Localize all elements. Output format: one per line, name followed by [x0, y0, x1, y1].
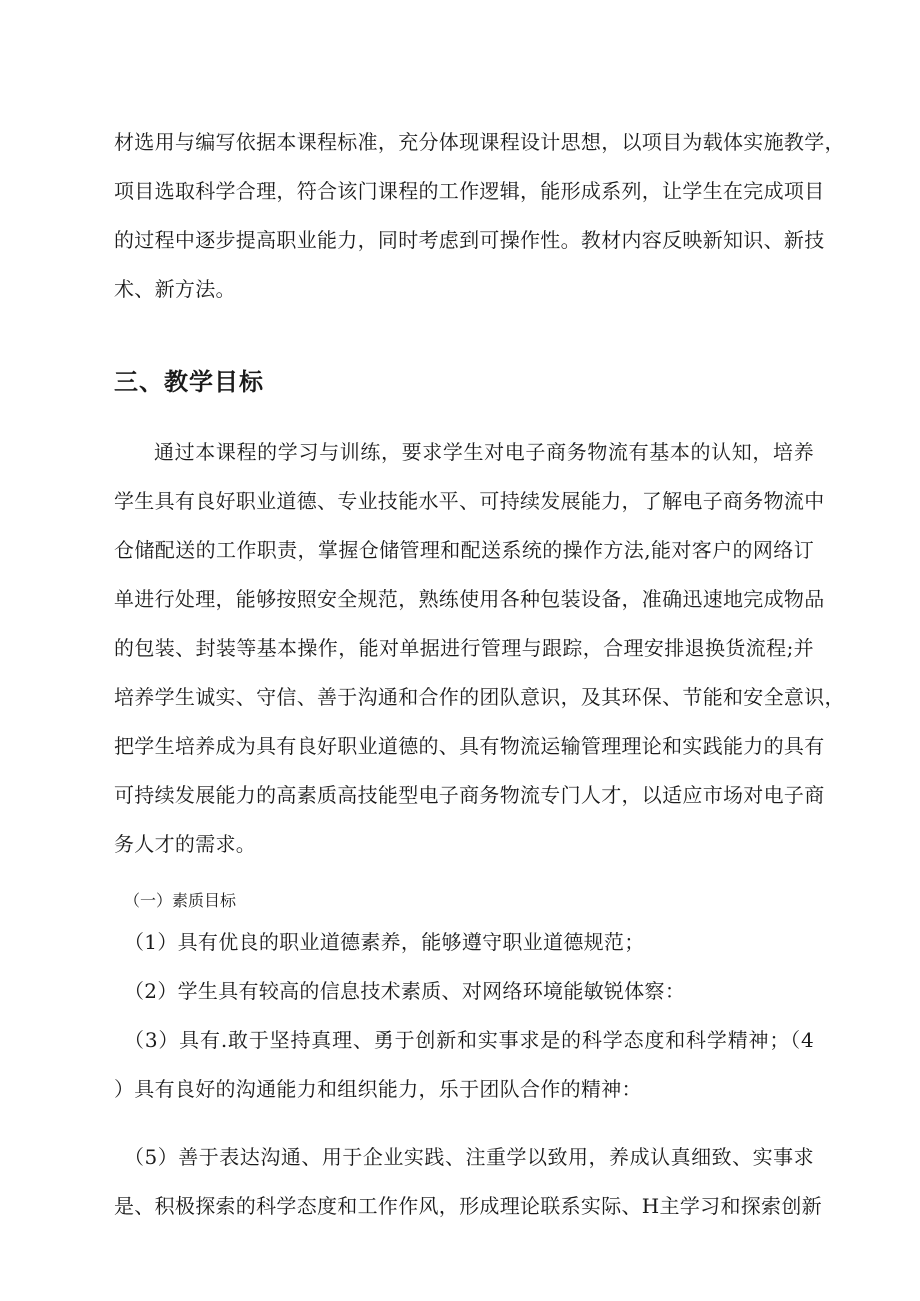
- intro-line-2: 项目选取科学合理，符合该门课程的工作逻辑，能形成系列，让学生在完成项目: [114, 179, 825, 203]
- quality-item-2: （2）学生具有较高的信息技术素质、对网络环境能敏锐体察：: [124, 979, 686, 1003]
- goal-paragraph-line-2: 学生具有良好职业道德、专业技能水平、可持续发展能力，了解电子商务物流中: [114, 489, 825, 513]
- intro-line-1: 材选用与编写依据本课程标准，充分体现课程设计思想，以项目为载体实施教学，: [114, 130, 845, 154]
- goal-paragraph-line-6: 培养学生诚实、守信、善于沟通和合作的团队意识，及其环保、节能和安全意识，: [114, 685, 845, 709]
- quality-item-1: （1）具有优良的职业道德素养，能够遵守职业道德规范；: [124, 930, 645, 954]
- goal-paragraph-line-1: 通过本课程的学习与训练，要求学生对电子商务物流有基本的认知，培养: [154, 440, 814, 464]
- quality-item-5: （5）善于表达沟通、用于企业实践、注重学以致用，养成认真细致、实事求: [124, 1145, 814, 1169]
- goal-paragraph-line-3: 仓储配送的工作职责，掌握仓储管理和配送系统的操作方法,能对客户的网络订: [114, 538, 814, 562]
- subsection-title: （一）素质目标: [124, 891, 237, 910]
- goal-paragraph-line-4: 单进行处理，能够按照安全规范，熟练使用各种包装设备，准确迅速地完成物品: [114, 587, 825, 611]
- goal-paragraph-line-9: 务人才的需求。: [114, 832, 257, 856]
- goal-paragraph-line-8: 可持续发展能力的高素质高技能型电子商务物流专门人才，以适应市场对电子商: [114, 783, 825, 807]
- intro-line-4: 术、新方法。: [114, 277, 236, 301]
- section-heading: 三、教学目标: [114, 368, 264, 396]
- quality-item-4: ）具有良好的沟通能力和组织能力，乐于团队合作的精神：: [114, 1077, 642, 1101]
- quality-item-5-continued: 是、积极探索的科学态度和工作作风，形成理论联系实际、H主学习和探索创新: [114, 1194, 822, 1218]
- goal-paragraph-line-7: 把学生培养成为具有良好职业道德的、具有物流运输管理理论和实践能力的具有: [114, 734, 825, 758]
- goal-paragraph-line-5: 的包装、封装等基本操作，能对单据进行管理与跟踪，合理安排退换货流程;并: [114, 636, 814, 660]
- quality-item-3: （3）具有.敢于坚持真理、勇于创新和实事求是的科学态度和科学精神；（4: [124, 1028, 814, 1052]
- intro-line-3: 的过程中逐步提高职业能力，同时考虑到可操作性。教材内容反映新知识、新技: [114, 228, 825, 252]
